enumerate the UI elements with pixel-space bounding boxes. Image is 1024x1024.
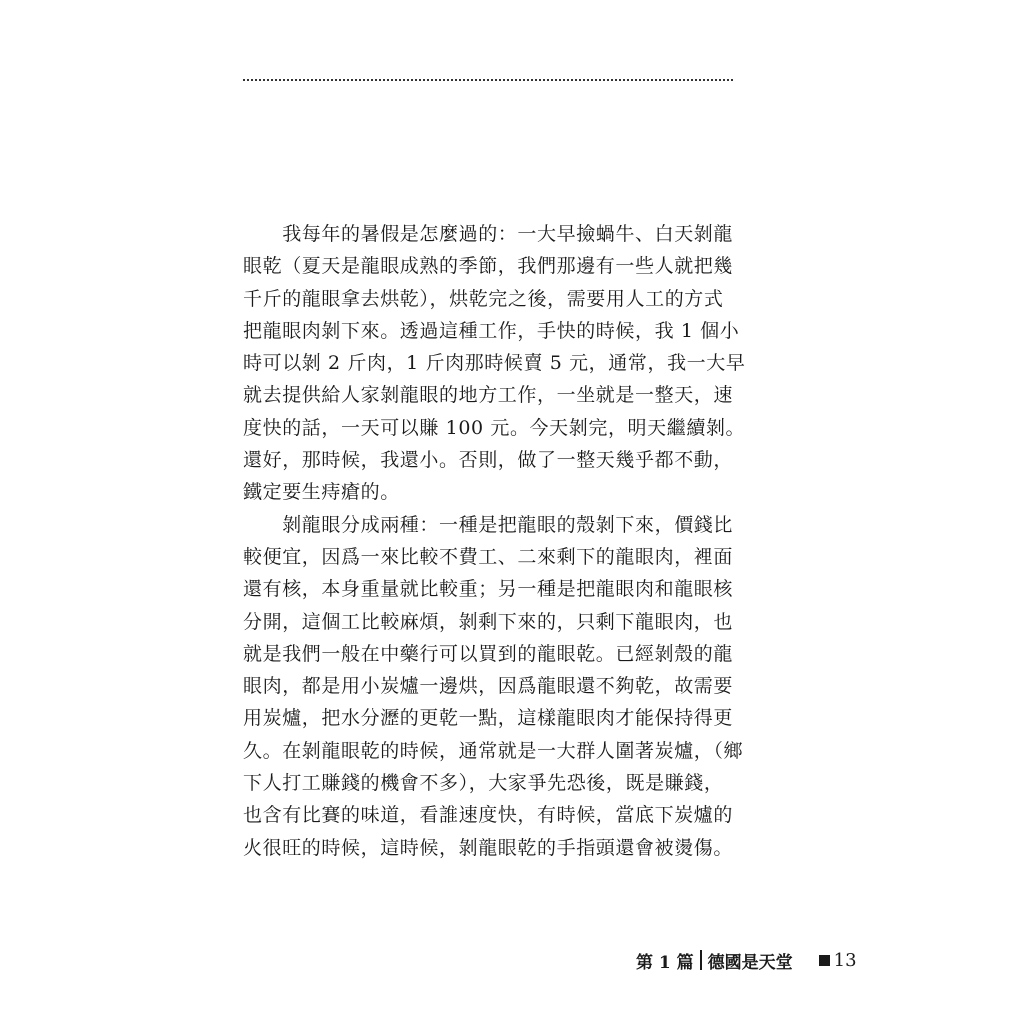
page-footer	[636, 948, 857, 972]
header-dotted-rule	[243, 79, 733, 81]
text-line: 我每年的暑假是怎麼過的：一大早撿蝸牛、白天剝龍	[243, 223, 734, 245]
text-line: 火很旺的時候，這時候，剝龍眼乾的手指頭還會被燙傷。	[243, 836, 734, 859]
chapter-label: 第 1 篇	[636, 952, 694, 973]
text-line: 就是我們一般在中藥行可以買到的龍眼乾。已經剝殼的龍	[243, 642, 734, 665]
text-line: 度快的話，一天可以賺 100 元。今天剝完，明天繼續剝。	[243, 416, 746, 439]
footer-separator	[700, 950, 702, 970]
page-number: 13	[833, 949, 857, 971]
section-title: 德國是天堂	[707, 952, 793, 973]
text-line: 就去提供給人家剝龍眼的地方工作，一坐就是一整天，速	[243, 384, 734, 407]
square-bullet-icon	[819, 955, 830, 966]
text-line: 時可以剝 2 斤肉，1 斤肉那時候賣 5 元，通常，我一大早	[243, 352, 746, 375]
text-line: 千斤的龍眼拿去烘乾），烘乾完之後，需要用人工的方式	[243, 287, 724, 310]
text-line: 久。在剝龍眼乾的時候，通常就是一大群人圍著炭爐，（鄉	[243, 739, 744, 762]
body-text	[243, 218, 746, 864]
text-line: 把龍眼肉剝下來。透過這種工作，手快的時候，我 1 個小	[243, 319, 740, 342]
text-line: 下人打工賺錢的機會不多），大家爭先恐後，既是賺錢，	[243, 772, 724, 795]
text-line: 較便宜，因爲一來比較不費工、二來剩下的龍眼肉，裡面	[243, 545, 734, 568]
text-line: 眼乾（夏天是龍眼成熟的季節，我們那邊有一些人就把幾	[243, 255, 734, 278]
text-line: 還有核，本身重量就比較重；另一種是把龍眼肉和龍眼核	[243, 578, 734, 601]
text-line: 還好，那時候，我還小。否則，做了一整天幾乎都不動，	[243, 449, 734, 472]
text-line: 分開，這個工比較麻煩，剝剩下來的，只剩下龍眼肉，也	[243, 610, 734, 633]
text-line: 也含有比賽的味道，看誰速度快，有時候，當底下炭爐的	[243, 804, 734, 827]
text-line: 用炭爐，把水分瀝的更乾一點，這樣龍眼肉才能保持得更	[243, 707, 734, 730]
text-line: 剝龍眼分成兩種：一種是把龍眼的殼剝下來，價錢比	[243, 513, 734, 536]
text-line: 眼肉，都是用小炭爐一邊烘，因爲龍眼還不夠乾，故需要	[243, 675, 734, 698]
text-line: 鐵定要生痔瘡的。	[243, 481, 400, 504]
